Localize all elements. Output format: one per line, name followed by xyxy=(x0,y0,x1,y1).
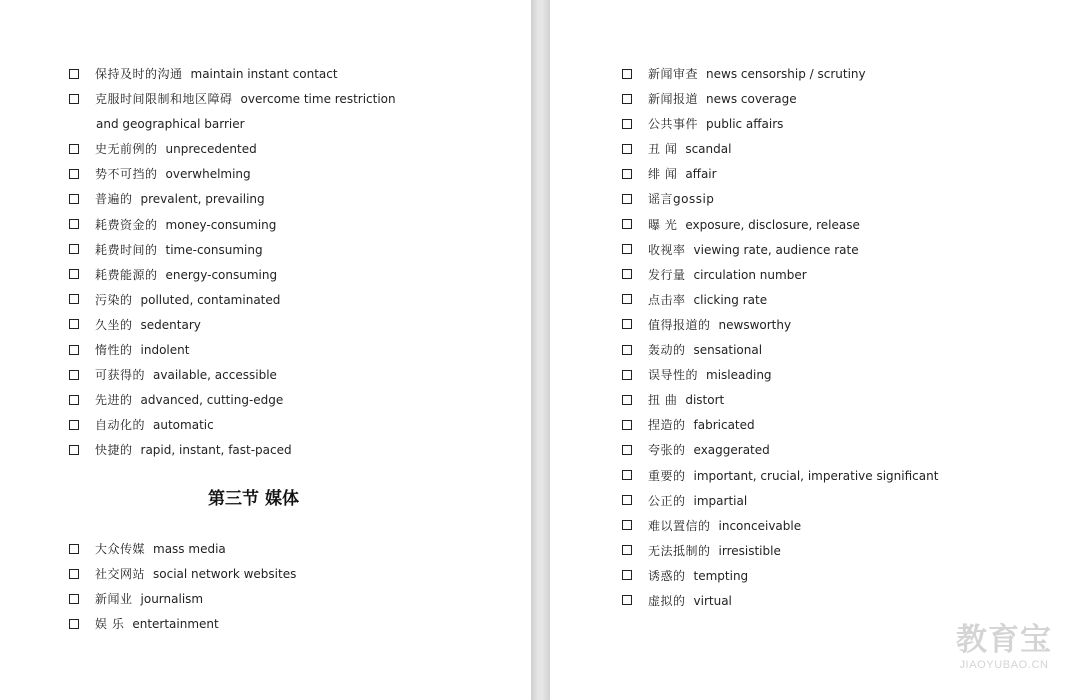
vocab-english: mass media xyxy=(153,542,226,556)
vocab-item xyxy=(69,612,509,637)
checkbox-icon xyxy=(69,619,79,629)
vocab-item xyxy=(622,187,1062,212)
vocab-chinese: 普遍的 xyxy=(95,192,133,207)
checkbox-icon xyxy=(622,294,632,304)
vocab-chinese: 轰动的 xyxy=(648,343,686,358)
vocab-item xyxy=(69,587,509,612)
checkbox-icon xyxy=(69,370,79,380)
vocab-chinese: 先进的 xyxy=(95,393,133,408)
vocab-item xyxy=(69,562,509,587)
vocab-english: money-consuming xyxy=(165,217,277,232)
checkbox-icon xyxy=(69,594,79,604)
checkbox-icon xyxy=(622,445,632,455)
checkbox-icon xyxy=(622,94,632,104)
vocab-chinese: 保持及时的沟通 xyxy=(95,67,183,81)
watermark-brand: 教育宝 xyxy=(956,622,1052,657)
checkbox-icon xyxy=(622,595,632,605)
vocab-english: newsworthy xyxy=(718,317,792,332)
vocab-chinese: 捏造的 xyxy=(648,418,686,433)
vocab-chinese: 污染的 xyxy=(95,292,133,307)
vocab-english: indolent xyxy=(140,343,190,358)
vocab-english: energy-consuming xyxy=(165,267,278,282)
vocab-item xyxy=(69,288,509,313)
vocab-english: important, crucial, imperative significant xyxy=(693,468,939,483)
checkbox-icon xyxy=(622,119,632,129)
vocab-chinese: 克服时间限制和地区障碍 xyxy=(95,92,233,107)
vocab-chinese: 重要的 xyxy=(648,468,686,483)
vocab-chinese: 史无前例的 xyxy=(95,142,158,157)
vocab-chinese: 难以置信的 xyxy=(648,518,711,533)
vocab-chinese: 快捷的 xyxy=(95,443,133,458)
vocab-item xyxy=(622,238,1062,263)
vocab-english: polluted, contaminated xyxy=(140,292,281,307)
checkbox-icon xyxy=(69,395,79,405)
vocab-chinese: 社交网站 xyxy=(95,567,146,582)
vocab-english: sedentary xyxy=(140,317,201,332)
checkbox-icon xyxy=(622,169,632,179)
checkbox-icon xyxy=(69,294,79,304)
vocab-item xyxy=(622,313,1062,338)
vocab-english: entertainment xyxy=(132,617,219,632)
vocab-item xyxy=(622,112,1062,137)
vocab-item xyxy=(69,162,509,187)
vocab-chinese: 娱 乐 xyxy=(95,617,125,632)
vocab-item xyxy=(69,137,509,162)
section-title: 第三节 媒体 xyxy=(208,489,299,509)
vocab-item xyxy=(622,514,1062,539)
vocab-chinese: 可获得的 xyxy=(95,368,146,383)
vocab-english: prevalent, prevailing xyxy=(140,192,265,207)
vocab-english: affair xyxy=(685,167,717,182)
vocab-item xyxy=(69,187,509,212)
checkbox-icon xyxy=(622,345,632,355)
vocab-chinese: 新闻业 xyxy=(95,592,133,607)
checkbox-icon xyxy=(69,544,79,554)
vocab-english: overcome time restriction xyxy=(240,92,396,107)
vocab-item xyxy=(69,87,509,112)
checkbox-icon xyxy=(69,319,79,329)
vocab-english: scandal xyxy=(685,142,732,157)
checkbox-icon xyxy=(69,445,79,455)
checkbox-icon xyxy=(69,144,79,154)
vocab-item xyxy=(622,413,1062,438)
vocab-chinese: 自动化的 xyxy=(95,418,146,433)
vocab-list-right xyxy=(622,62,1062,614)
checkbox-icon xyxy=(622,520,632,530)
vocab-chinese: 谣言gossip xyxy=(648,192,715,207)
checkbox-icon xyxy=(69,269,79,279)
vocab-chinese: 发行量 xyxy=(648,267,686,282)
vocab-list-top xyxy=(69,62,509,464)
vocab-chinese: 久坐的 xyxy=(95,317,133,332)
vocab-english: exaggerated xyxy=(693,443,770,458)
vocab-english: available, accessible xyxy=(153,368,277,383)
page-gutter xyxy=(531,0,550,700)
vocab-item xyxy=(69,213,509,238)
vocab-item xyxy=(69,263,509,288)
vocab-english: virtual xyxy=(693,593,732,608)
vocab-chinese: 大众传媒 xyxy=(95,542,146,556)
vocab-chinese: 惰性的 xyxy=(95,343,133,358)
vocab-english: irresistible xyxy=(718,543,781,558)
vocab-chinese: 扭 曲 xyxy=(648,393,678,408)
vocab-item xyxy=(69,363,509,388)
checkbox-icon xyxy=(622,370,632,380)
vocab-item xyxy=(622,589,1062,614)
vocab-chinese: 耗费时间的 xyxy=(95,242,158,257)
vocab-chinese: 公正的 xyxy=(648,493,686,508)
checkbox-icon xyxy=(69,194,79,204)
vocab-chinese: 曝 光 xyxy=(648,217,678,232)
vocab-chinese: 耗费资金的 xyxy=(95,217,158,232)
vocab-item xyxy=(622,137,1062,162)
checkbox-icon xyxy=(69,244,79,254)
checkbox-icon xyxy=(69,169,79,179)
checkbox-icon xyxy=(622,269,632,279)
vocab-item xyxy=(622,539,1062,564)
checkbox-icon xyxy=(622,495,632,505)
watermark-logo xyxy=(948,622,1060,672)
vocab-item xyxy=(622,263,1062,288)
vocab-english: exposure, disclosure, release xyxy=(685,217,860,232)
vocab-english: unprecedented xyxy=(165,142,257,157)
vocab-english: journalism xyxy=(140,592,204,607)
vocab-chinese: 势不可挡的 xyxy=(95,167,158,182)
vocab-english: inconceivable xyxy=(718,518,802,533)
vocab-english: news coverage xyxy=(706,92,797,107)
checkbox-icon xyxy=(69,569,79,579)
vocab-item xyxy=(622,62,1062,87)
left-page xyxy=(0,0,531,700)
vocab-english: advanced, cutting-edge xyxy=(140,393,284,408)
vocab-item xyxy=(622,388,1062,413)
vocab-chinese: 夸张的 xyxy=(648,443,686,458)
vocab-english: distort xyxy=(685,393,725,408)
vocab-english: public affairs xyxy=(706,117,784,132)
vocab-chinese: 收视率 xyxy=(648,242,686,257)
vocab-english: fabricated xyxy=(693,418,755,433)
vocab-english: social network websites xyxy=(153,567,297,582)
checkbox-icon xyxy=(69,69,79,79)
vocab-item xyxy=(69,438,509,463)
checkbox-icon xyxy=(69,345,79,355)
checkbox-icon xyxy=(622,420,632,430)
vocab-english: maintain instant contact xyxy=(190,67,338,81)
checkbox-icon xyxy=(622,69,632,79)
vocab-item xyxy=(622,489,1062,514)
vocab-chinese: 公共事件 xyxy=(648,117,699,132)
vocab-english: viewing rate, audience rate xyxy=(693,242,859,257)
vocab-chinese: 虚拟的 xyxy=(648,593,686,608)
watermark-url: JIAOYUBAO.CN xyxy=(959,659,1049,671)
vocab-english: impartial xyxy=(693,493,748,508)
checkbox-icon xyxy=(622,545,632,555)
vocab-item xyxy=(622,464,1062,489)
vocab-item xyxy=(622,288,1062,313)
checkbox-icon xyxy=(622,319,632,329)
vocab-chinese: 值得报道的 xyxy=(648,317,711,332)
vocab-item xyxy=(69,238,509,263)
vocab-english: tempting xyxy=(693,568,749,583)
checkbox-icon xyxy=(622,219,632,229)
vocab-item xyxy=(622,87,1062,112)
vocab-item xyxy=(69,62,509,87)
vocab-chinese: 耗费能源的 xyxy=(95,267,158,282)
checkbox-icon xyxy=(69,94,79,104)
checkbox-icon xyxy=(622,194,632,204)
vocab-chinese: 点击率 xyxy=(648,292,686,307)
vocab-item xyxy=(622,564,1062,589)
checkbox-icon xyxy=(622,395,632,405)
checkbox-icon xyxy=(622,144,632,154)
checkbox-icon xyxy=(69,219,79,229)
vocab-item xyxy=(69,413,509,438)
vocab-item xyxy=(69,112,509,137)
vocab-list-media xyxy=(69,537,509,637)
checkbox-icon xyxy=(69,420,79,430)
vocab-english: sensational xyxy=(693,343,763,358)
vocab-chinese: 无法抵制的 xyxy=(648,543,711,558)
vocab-item xyxy=(69,338,509,363)
vocab-item xyxy=(69,388,509,413)
vocab-english: rapid, instant, fast-paced xyxy=(140,443,292,458)
vocab-item xyxy=(622,213,1062,238)
vocab-english: overwhelming xyxy=(165,167,251,182)
vocab-chinese: 诱惑的 xyxy=(648,568,686,583)
vocab-item xyxy=(622,162,1062,187)
vocab-chinese: 绯 闻 xyxy=(648,167,678,182)
vocab-chinese: 新闻报道 xyxy=(648,92,699,107)
vocab-item xyxy=(622,438,1062,463)
vocab-english: news censorship / scrutiny xyxy=(706,67,866,81)
vocab-chinese: 误导性的 xyxy=(648,368,699,383)
vocab-item xyxy=(622,363,1062,388)
vocab-english: circulation number xyxy=(693,267,807,282)
checkbox-icon xyxy=(622,244,632,254)
checkbox-icon xyxy=(622,470,632,480)
vocab-item xyxy=(69,313,509,338)
vocab-chinese: 丑 闻 xyxy=(648,142,678,157)
vocab-english: misleading xyxy=(706,368,772,383)
checkbox-icon xyxy=(622,570,632,580)
vocab-english: automatic xyxy=(153,418,214,433)
vocab-item xyxy=(69,537,509,562)
vocab-english: and geographical barrier xyxy=(96,117,245,132)
vocab-chinese: 新闻审查 xyxy=(648,67,699,81)
vocab-item xyxy=(622,338,1062,363)
vocab-english: clicking rate xyxy=(693,292,768,307)
vocab-english: time-consuming xyxy=(165,242,263,257)
